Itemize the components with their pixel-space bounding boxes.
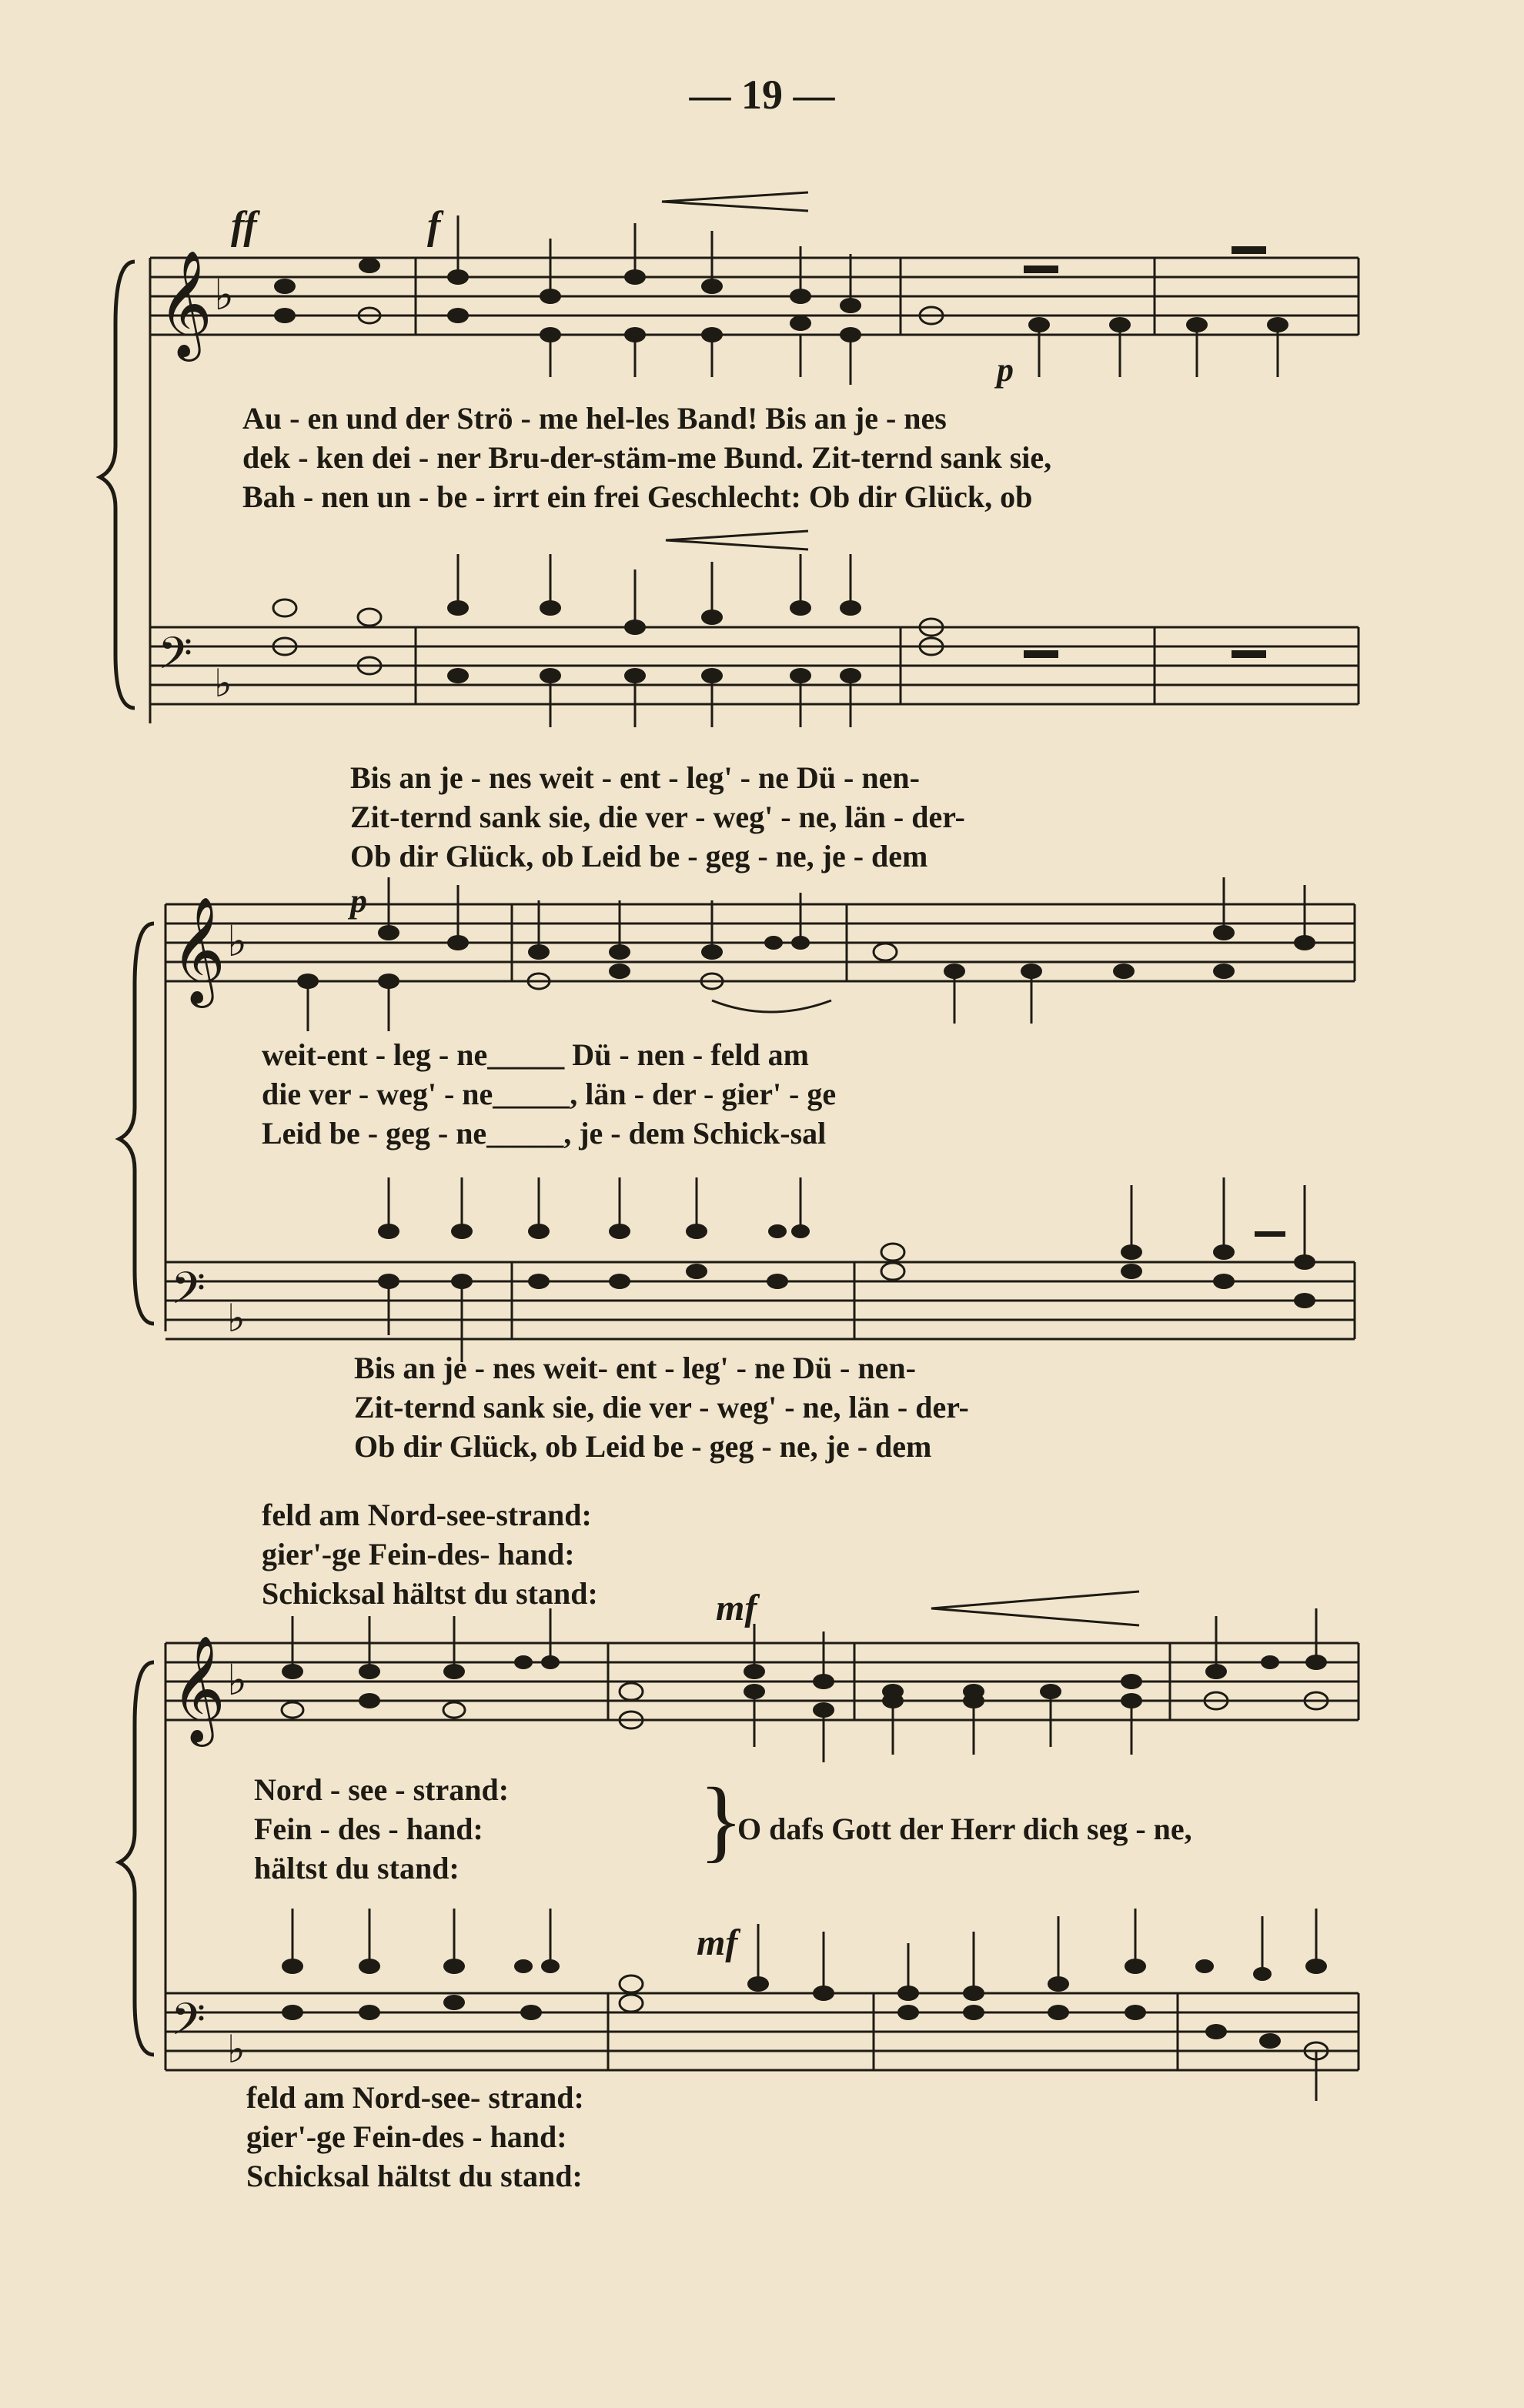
lyric-line: Zit-ternd sank sie, die ver - weg' - ne, län - der-	[350, 800, 965, 834]
treble-clef-icon: 𝄞	[171, 897, 226, 1004]
lyric-line: feld am Nord-see- strand:	[246, 2080, 584, 2115]
dynamic-p-icon: p	[997, 351, 1014, 389]
system-3-treble-stems	[292, 1608, 1316, 1762]
lyric-line: Schicksal hältst du stand:	[246, 2159, 583, 2193]
flat-icon: ♭	[227, 1655, 247, 1705]
system-3-lyrics-between-left	[254, 1770, 509, 1888]
dynamic-mf-icon: mf	[697, 1922, 738, 1963]
page-number: — 19 —	[689, 72, 835, 118]
system-2-treble-notes	[297, 925, 1315, 989]
lyric-line: Bis an je - nes weit- ent - leg' - ne Dü - nen-	[354, 1351, 916, 1385]
system-3-lyrics-below	[246, 2078, 584, 2196]
system-1-bass-staff	[150, 627, 1359, 704]
lyric-line: O dafs Gott der Herr dich seg - ne,	[737, 1812, 1192, 1846]
lyric-line: Nord - see - strand:	[254, 1772, 510, 1807]
system-3-lyrics-between-right	[737, 1809, 1192, 1849]
dynamic-p-icon: p	[350, 882, 367, 920]
system-1-treble-notes	[274, 246, 1288, 342]
lyric-line: gier'-ge Fein-des - hand:	[246, 2119, 567, 2154]
lyric-brace-icon: }	[699, 1768, 744, 1871]
dynamic-ff-icon: ff	[231, 204, 257, 248]
system-2-lyrics-below	[354, 1348, 969, 1466]
lyric-line: hältst du stand:	[254, 1851, 460, 1885]
system-2-bass-staff	[165, 1262, 1355, 1339]
dynamic-mf-icon: mf	[716, 1588, 757, 1628]
lyric-line: feld am Nord-see-strand:	[262, 1498, 592, 1532]
dynamic-f-icon: f	[427, 204, 441, 248]
system-2-lyrics-between	[262, 1035, 836, 1153]
system-3-bass-notes	[282, 1959, 1328, 2059]
flat-icon: ♭	[214, 270, 234, 319]
system-1-decrescendo-icon	[666, 531, 808, 549]
bass-clef-icon: 𝄢	[171, 1262, 206, 1325]
treble-clef-icon: 𝄞	[158, 250, 212, 357]
flat-icon: ♭	[227, 917, 247, 966]
lyric-line: Bis an je - nes weit - ent - leg' - ne Dü - nen-	[350, 760, 920, 795]
flat-icon: ♭	[227, 2027, 246, 2072]
system-3-lyrics-above	[262, 1495, 598, 1613]
lyric-line: dek - ken dei - ner Bru-der-stäm-me Bund. Zit-ternd sank sie,	[242, 440, 1052, 475]
flat-icon: ♭	[227, 1296, 246, 1341]
system-3-crescendo-icon	[931, 1591, 1139, 1625]
lyric-line: Zit-ternd sank sie, die ver - weg' - ne, län - der-	[354, 1390, 969, 1424]
lyric-line: Leid be - geg - ne_____, je - dem Schick-sal	[262, 1116, 827, 1151]
system-1-bass-stems	[458, 554, 851, 727]
lyric-line: Fein - des - hand:	[254, 1812, 483, 1846]
system-1-lyrics-below	[350, 758, 965, 876]
lyric-line: gier'-ge Fein-des- hand:	[262, 1537, 575, 1571]
bass-clef-icon: 𝄢	[171, 1993, 206, 2056]
system-1-lyrics-between	[242, 399, 1051, 516]
lyric-line: Bah - nen un - be - irrt ein frei Geschlecht: Ob dir Glück, ob	[242, 479, 1033, 514]
lyric-line: Au - en und der Strö - me hel-les Band! Bis an je - nes	[242, 401, 947, 436]
treble-clef-icon: 𝄞	[171, 1635, 226, 1742]
tie-icon	[712, 1000, 831, 1012]
system-2-bass-notes	[378, 1224, 1315, 1308]
lyric-line: Schicksal hältst du stand:	[262, 1576, 598, 1611]
system-2-brace	[119, 923, 154, 1324]
lyric-line: die ver - weg' - ne_____, län - der - gier' - ge	[262, 1077, 837, 1111]
system-3-brace	[119, 1662, 154, 2055]
system-3-bass-staff	[165, 1993, 1359, 2070]
system-2-bass-stems	[389, 1177, 1305, 1362]
bass-clef-icon: 𝄢	[158, 627, 193, 690]
lyric-line: Ob dir Glück, ob Leid be - geg - ne, je - dem	[354, 1429, 932, 1464]
system-1-bass-notes	[273, 599, 1266, 683]
system-1-decrescendo-icon	[662, 192, 808, 211]
flat-icon: ♭	[214, 661, 232, 706]
lyric-line: weit-ent - leg - ne_____ Dü - nen - feld am	[262, 1037, 809, 1072]
lyric-line: Ob dir Glück, ob Leid be - geg - ne, je - dem	[350, 839, 928, 873]
system-1-brace	[100, 262, 135, 708]
